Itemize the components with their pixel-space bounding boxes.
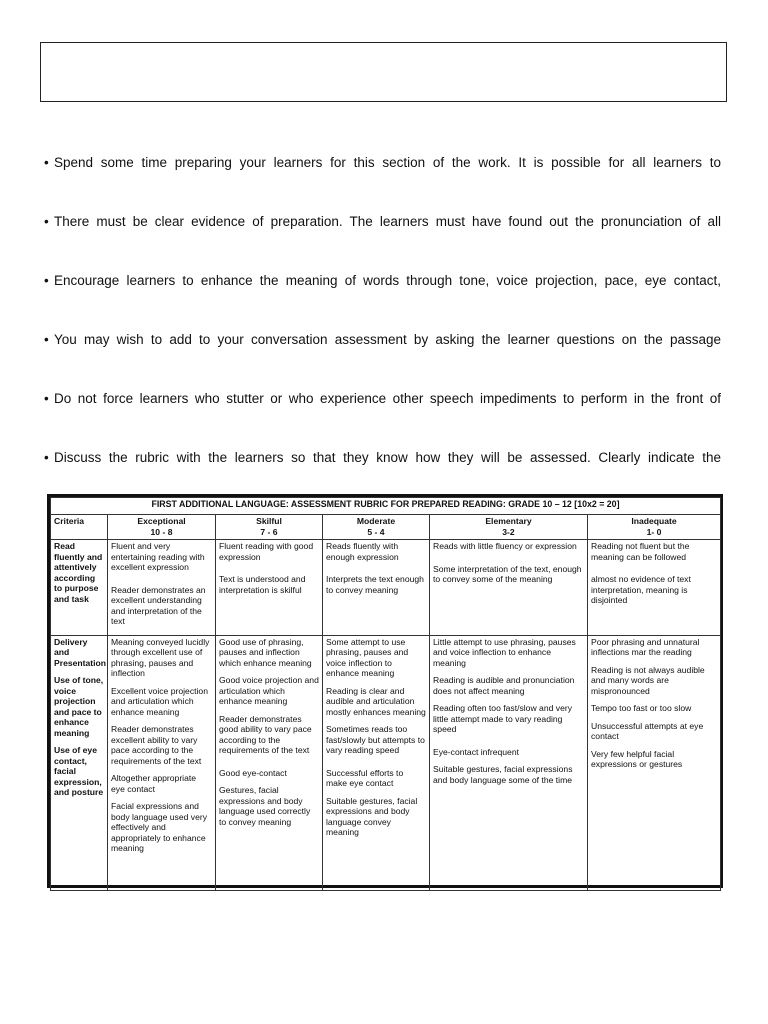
list-item: • You may wish to add to your conversation assessment by asking the learner questions on the passage <box>44 327 721 386</box>
rubric-table <box>50 497 721 891</box>
list-item: • Encourage learners to enhance the meaning of words through tone, voice projection, pace, eye contact, <box>44 268 721 327</box>
level-header-exceptional: Exceptional 10 - 8 <box>108 515 216 540</box>
rubric-cell: Meaning conveyed lucidly through excellent use of phrasing, pauses and inflection Excellent voice projection and articulation which enhance meaning Reader demonstrates excellent ability to vary pace according to the requirements of the text Altogether appropriate eye contact Facial expressions and body language used very effectively and appropriately to enhance meaning <box>108 635 216 890</box>
list-item: • There must be clear evidence of preparation. The learners must have found out the pronunciation of all <box>44 209 721 268</box>
level-header-skilful: Skilful 7 - 6 <box>216 515 323 540</box>
table-row <box>51 635 721 890</box>
assessment-rubric <box>47 494 723 888</box>
criteria-cell: Read fluently and attentively according to purpose and task <box>51 540 108 636</box>
rubric-cell: Reading not fluent but the meaning can be followed almost no evidence of text interpretation, meaning is disjointed <box>588 540 721 636</box>
bullet-icon: • <box>44 273 49 288</box>
rubric-cell: Some attempt to use phrasing, pauses and voice inflection to enhance meaning Reading is clear and audible and articulation mostly enhances meaning Sometimes reads too fast/slowly but attempts to vary reading speed Successful efforts to make eye contact Suitable gestures, facial expressions and body language convey meaning <box>323 635 430 890</box>
level-header-elementary: Elementary 3-2 <box>430 515 588 540</box>
table-row <box>51 540 721 636</box>
rubric-cell: Fluent and very entertaining reading with excellent expression Reader demonstrates an excellent understanding and interpretation of the text <box>108 540 216 636</box>
rubric-cell: Reads with little fluency or expression Some interpretation of the text, enough to convey some of the meaning <box>430 540 588 636</box>
level-header-inadequate: Inadequate 1- 0 <box>588 515 721 540</box>
list-item: • Spend some time preparing your learners for this section of the work. It is possible for all learners to <box>44 150 721 209</box>
instruction-list <box>44 150 721 504</box>
list-item: • Discuss the rubric with the learners so that they know how they will be assessed. Clearly indicate the <box>44 445 721 504</box>
rubric-cell: Fluent reading with good expression Text is understood and interpretation is skilful <box>216 540 323 636</box>
list-item: • Do not force learners who stutter or who experience other speech impediments to perform in the front of <box>44 386 721 445</box>
bullet-icon: • <box>44 214 49 229</box>
rubric-cell: Little attempt to use phrasing, pauses and voice inflection to enhance meaning Reading is audible and pronunciation does not affect meaning Reading often too fast/slow and very little attempt made to vary reading speed Eye-contact infrequent Suitable gestures, facial expressions and body language some of the time <box>430 635 588 890</box>
rubric-cell: Reads fluently with enough expression Interprets the text enough to convey meaning <box>323 540 430 636</box>
bullet-icon: • <box>44 391 49 406</box>
criteria-cell: Delivery and Presentation Use of tone, voice projection and pace to enhance meaning Use of eye contact, facial expression, and posture <box>51 635 108 890</box>
bullet-icon: • <box>44 332 49 347</box>
rubric-cell: Good use of phrasing, pauses and inflection which enhance meaning Good voice projection and articulation which enhance meaning Reader demonstrates good ability to vary pace according to the requirements of the text Good eye-contact Gestures, facial expressions and body language used correctly to convey meaning <box>216 635 323 890</box>
rubric-title: FIRST ADDITIONAL LANGUAGE: ASSESSMENT RUBRIC FOR PREPARED READING: GRADE 10 – 12 [10x2 = 20] <box>51 498 721 515</box>
criteria-header: Criteria <box>51 515 108 540</box>
bullet-icon: • <box>44 155 49 170</box>
bullet-icon: • <box>44 450 49 465</box>
header-box <box>40 42 727 102</box>
rubric-cell: Poor phrasing and unnatural inflections mar the reading Reading is not always audible and many words are mispronounced Tempo too fast or too slow Unsuccessful attempts at eye contact Very few helpful facial expressions or gestures <box>588 635 721 890</box>
level-header-moderate: Moderate 5 - 4 <box>323 515 430 540</box>
